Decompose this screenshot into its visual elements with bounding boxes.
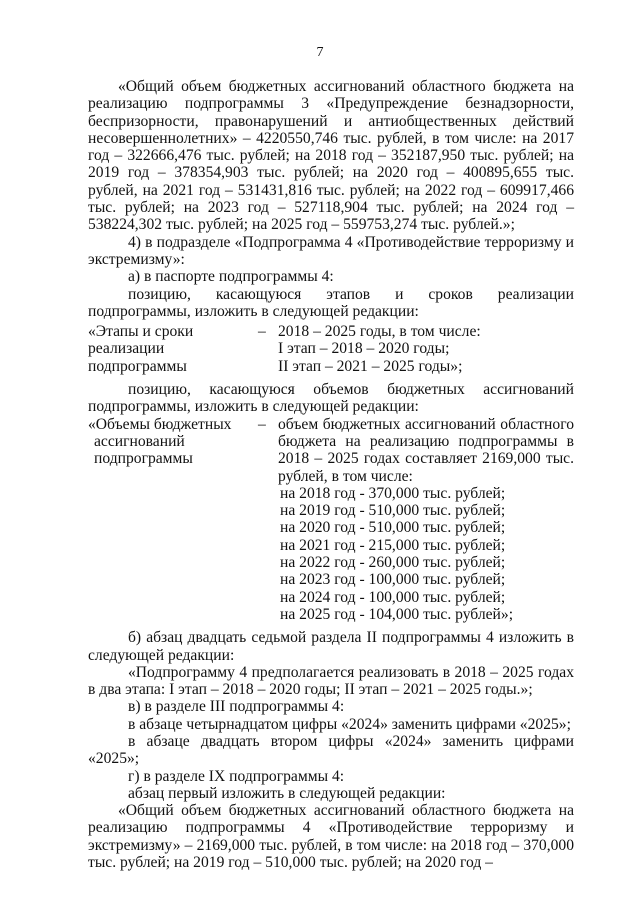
stages-value-line: I этап – 2018 – 2020 годы; [278, 340, 450, 358]
year-amount-item: на 2024 год - 100,000 тыс. рублей; [280, 588, 506, 606]
paragraph-section3: в) в разделе III подпрограммы 4: [128, 698, 345, 716]
volumes-label-line: «Объемы бюджетных [88, 415, 232, 433]
stages-table [88, 323, 574, 375]
volumes-label-line: подпрограммы [94, 450, 193, 468]
volumes-table [88, 416, 574, 624]
paragraph-volumes-intro: позицию, касающуюся объемов бюджетных ассигнований подпрограммы, изложить в следующей редакции: [88, 381, 574, 416]
paragraph-subprogram4-budget: «Общий объем бюджетных ассигнований областного бюджета на реализацию подпрограммы 4 «Противодействие терроризму и экстремизму» – 2169,000 тыс. рублей, в том числе: на 2018 год – 370,000 тыс. рублей; на 2019 год – 510,000 тыс. рублей; на 2020 год – [88, 802, 574, 872]
stages-value-line: II этап – 2021 – 2025 годы»; [278, 357, 463, 375]
stages-row-1 [88, 323, 574, 340]
stages-label-line: подпрограммы [88, 357, 187, 375]
year-amount-item: на 2022 год - 260,000 тыс. рублей; [280, 554, 506, 572]
stages-label-line: реализации [88, 340, 165, 358]
stages-dash: – [258, 323, 266, 341]
paragraph-stages-intro: позицию, касающуюся этапов и сроков реализации подпрограммы, изложить в следующей редакции: [88, 285, 574, 320]
paragraph-replace-22: в абзаце двадцать втором цифры «2024» заменить цифрами «2025»; [88, 732, 574, 768]
stages-label-line: «Этапы и сроки [88, 323, 194, 341]
paragraph-subsection4: 4) в подразделе «Подпрограмма 4 «Противодействие терроризму и экстремизму»: [88, 233, 574, 268]
volumes-year-list [280, 485, 574, 623]
volumes-label-line: ассигнований [94, 432, 185, 450]
page-number: 7 [316, 45, 324, 60]
volumes-value-text: объем бюджетных ассигнований областного бюджета на реализацию подпрограммы в 2018 – 2025 годах составляет 2169,000 тыс. рублей, в том числе: [278, 415, 574, 485]
paragraph-section2: б) абзац двадцать седьмой раздела II подпрограммы 4 изложить в следующей редакции: [88, 629, 574, 664]
volumes-label [88, 416, 258, 485]
paragraph-subprogram4-quote: «Подпрограмму 4 предполагается реализовать в 2018 – 2025 годах в два этапа: I этап – 2018 – 2020 годы; II этап – 2021 – 2025 годы.»; [88, 663, 574, 699]
year-amount-item: на 2020 год - 510,000 тыс. рублей; [280, 519, 506, 537]
stages-value-line: 2018 – 2025 годы, в том числе: [278, 323, 481, 341]
volumes-row [88, 416, 574, 485]
paragraph-replace-14: в абзаце четырнадцатом цифры «2024» заменить цифрами «2025»; [128, 715, 571, 733]
document-body [88, 78, 574, 871]
stages-row-2 [88, 340, 574, 357]
paragraph-subprogram3-budget: «Общий объем бюджетных ассигнований областного бюджета на реализацию подпрограммы 3 «Предупреждение безнадзорности, беспризорности, правонарушений и антиобщественных действий несовершеннолетних» – 4220550,746 тыс. рублей, в том числе: на 2017 год – 322666,476 тыс. рублей; на 2018 год – 352187,950 тыс. рублей; на 2019 год – 378354,903 тыс. рублей; на 2020 год – 400895,655 тыс. рублей, на 2021 год – 531431,816 тыс. рублей; на 2022 год – 609917,466 тыс. рублей; на 2023 год – 527118,904 тыс. рублей; на 2024 год – 538224,302 тыс. рублей; на 2025 год – 559753,274 тыс. рублей.»; [88, 78, 574, 234]
paragraph-passport: а) в паспорте подпрограммы 4: [128, 268, 334, 286]
paragraph-first-abzac: абзац первый изложить в следующей редакции: [128, 784, 446, 802]
year-amount-item: на 2023 год - 100,000 тыс. рублей; [280, 571, 506, 589]
year-amount-item: на 2021 год - 215,000 тыс. рублей; [280, 536, 506, 554]
paragraph-section9: г) в разделе IX подпрограммы 4: [128, 767, 345, 785]
year-amount-item: на 2019 год - 510,000 тыс. рублей; [280, 502, 506, 520]
stages-row-3 [88, 358, 574, 375]
year-amount-item: на 2018 год - 370,000 тыс. рублей; [280, 484, 506, 502]
volumes-dash: – [258, 415, 266, 433]
year-amount-item: на 2025 год - 104,000 тыс. рублей»; [280, 605, 514, 623]
